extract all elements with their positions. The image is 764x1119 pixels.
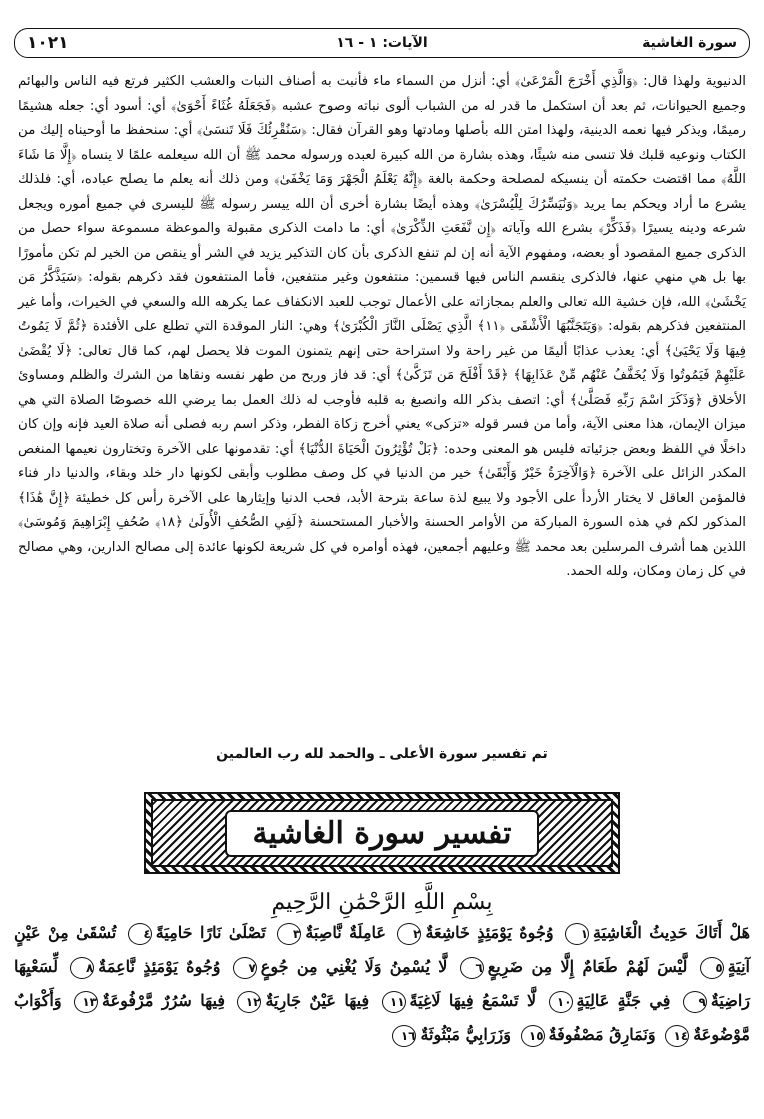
verse-text: وُجُوهٌ يَوْمَئِذٍ خَاشِعَةٌ (425, 923, 554, 942)
verse-number-marker: ٨ (70, 957, 94, 979)
verse-text: تَصْلَىٰ نَارًا حَامِيَةً (155, 923, 266, 942)
verse-number-marker: ٥ (700, 957, 724, 979)
verse-text: تُسْقَىٰ مِنْ عَيْنٍ آنِيَةٍ (14, 923, 750, 976)
verses-range: الآيات: ١ - ١٦ (336, 35, 428, 51)
page-header (14, 28, 750, 58)
verse-text: فِيهَا سُرُرٌ مَّرْفُوعَةٌ (102, 991, 225, 1010)
verse-number-marker: ١٦ (392, 1025, 416, 1047)
page-number: ١٠٢١ (27, 33, 69, 53)
verse-number-marker: ٧ (233, 957, 257, 979)
verse-text: وُجُوهٌ يَوْمَئِذٍ نَّاعِمَةٌ (98, 957, 221, 976)
surah-name: سورة الغاشية (642, 35, 737, 51)
verse-number-marker: ١٣ (74, 991, 98, 1013)
verse-text: فِي جَنَّةٍ عَالِيَةٍ (576, 991, 671, 1010)
banner-ornament (151, 799, 613, 867)
verse-number-marker: ١٠ (549, 991, 573, 1013)
verse-number-marker: ٩ (683, 991, 707, 1013)
quran-verses (14, 916, 750, 1052)
verse-number-marker: ٣ (277, 923, 301, 945)
surah-banner (144, 792, 620, 874)
basmala: بِسْمِ اللَّهِ الرَّحْمَٰنِ الرَّحِيمِ (271, 890, 493, 915)
verse-text: لَّا تَسْمَعُ فِيهَا لَاغِيَةً (409, 991, 537, 1010)
banner-title: تفسير سورة الغاشية (225, 810, 540, 857)
verse-text: وَزَرَابِيُّ مَبْثُوثَةٌ (420, 1025, 511, 1044)
verse-text: هَلْ أَتَاكَ حَدِيثُ الْغَاشِيَةِ (593, 923, 751, 942)
verse-number-marker: ٢ (397, 923, 421, 945)
book-page (14, 28, 750, 1088)
verse-text: عَامِلَةٌ نَّاصِبَةٌ (305, 923, 386, 942)
verse-text: لَّا يُسْمِنُ وَلَا يُغْنِي مِن جُوعٍ (260, 957, 448, 976)
tafsir-paragraph: الدنيوية ولهذا قال: ﴿وَالَّذِي أَخْرَجَ الْمَرْعَىٰ﴾ أي: أنزل من السماء ماء فأنبت به أصناف النبات والعشب الكثير فرتع فيه الناس والبهائم وجميع الحيوانات، ثم بعد أن استكمل ما قدر له من الشباب ألوى نباته وصوح عشبه ﴿فَجَعَلَهُ غُثَاءً أَحْوَىٰ﴾ أي: أسود أي: جعله هشيمًا رميمًا، ويذكر فيها نعمه الدينية، ولهذا امتن الله بأصلها ومادتها وهو القرآن فقال: ﴿سَنُقْرِئُكَ فَلَا تَنسَىٰ﴾ أي: سنحفظ ما أوحيناه إليك من الكتاب ونوعيه قلبك فلا تنسى منه شيئًا، وهذه بشارة من الله كبيرة لعبده ورسوله محمد ﷺ أن الله سيعلمه علمًا لا ينساه ﴿إِلَّا مَا شَاءَ اللَّهُ﴾ مما اقتضت حكمته أن ينسيكه لمصلحة وحكمة بالغة ﴿إِنَّهُ يَعْلَمُ الْجَهْرَ وَمَا يَخْفَىٰ﴾ ومن ذلك أنه يعلم ما يصلح عباده، أي: فلذلك يشرع ما أراد ويحكم بما يريد ﴿وَنُيَسِّرُكَ لِلْيُسْرَىٰ﴾ وهذه أيضًا بشارة أخرى أن الله ييسر رسوله ﷺ لليسرى في جميع أموره ويجعل شرعه ودينه يسيرًا ﴿فَذَكِّرْ﴾ بشرع الله وآياته ﴿إِن نَّفَعَتِ الذِّكْرَىٰ﴾ أي: ما دامت الذكرى مقبولة والموعظة مسموعة سواء حصل من الذكرى جميع المقصود أو بعضه، ومفهوم الآية أنه إن لم تنفع الذكرى بأن كان التذكير يزيد في الشر أو ينقص من الخير لم تكن مأمورًا بها بل هي منهي عنها، فالذكرى ينقسم الناس فيها قسمين: منتفعون وغير منتفعين، فأما المنتفعون فقد ذكرهم بقوله: ﴿سَيَذَّكَّرُ مَن يَخْشَىٰ﴾ الله، فإن خشية الله تعالى والعلم بمجازاته على الأعمال توجب للعبد الانكفاف عما يكرهه الله والسعي في الخيرات، وأما غير المنتفعين فذكرهم بقوله: ﴿وَيَتَجَنَّبُهَا الْأَشْقَى ﴿١١﴾ الَّذِي يَصْلَى النَّارَ الْكُبْرَىٰ﴾ وهي: النار الموقدة التي تطلع على الأفئدة ﴿ثُمَّ لَا يَمُوتُ فِيهَا وَلَا يَحْيَىٰ﴾ أي: يعذب عذابًا أليمًا من غير راحة ولا استراحة حتى إنهم يتمنون الموت فلا يحصل لهم، كما قال تعالى: ﴿لَا يُقْضَىٰ عَلَيْهِمْ فَيَمُوتُوا وَلَا يُخَفَّفُ عَنْهُم مِّنْ عَذَابِهَا﴾ ﴿قَدْ أَفْلَحَ مَن تَزَكَّىٰ﴾ أي: قد فاز وربح من طهر نفسه ونقاها من الشرك والظلم ومساوئ الأخلاق ﴿وَذَكَرَ اسْمَ رَبِّهِ فَصَلَّىٰ﴾ أي: اتصف بذكر الله وانصبغ به قلبه فأوجب له ذلك العمل بما يرضي الله خصوصًا الصلاة التي هي ميزان الإيمان، هذا معنى الآية، وأما من فسر قوله «تزكى» يعني أخرج زكاة الفطر، وذكر اسم ربه فصلى أنه صلاة العيد فإنه وإن كان داخلًا في اللفظ وبعض جزئياته فليس هو المعنى وحده: ﴿بَلْ تُؤْثِرُونَ الْحَيَاةَ الدُّنْيَا﴾ أي: تقدمونها على الآخرة وتختارون نعيمها المنغص المكدر الزائل على الآخرة ﴿وَالْآخِرَةُ خَيْرٌ وَأَبْقَىٰ﴾ خير من الدنيا في كل وصف مطلوب وأبقى لكونها دار خلد وبقاء، والدنيا دار فناء فالمؤمن العاقل لا يختار الأردأ على الأجود ولا يبيع لذة ساعة بترحة الأبد، فحب الدنيا وإيثارها على الآخرة رأس كل خطيئة ﴿إِنَّ هَٰذَا﴾ المذكور لكم في هذه السورة المباركة من الأوامر الحسنة والأخبار المستحسنة ﴿لَفِي الصُّحُفِ الْأُولَىٰ ﴿١٨﴾ صُحُفِ إِبْرَاهِيمَ وَمُوسَىٰ﴾ اللذين هما أشرف المرسلين بعد محمد ﷺ وعليهم أجمعين، فهذه أوامره في كل شريعة لكونها عائدة إلى مصالح الدارين، وهي مصالح في كل زمان ومكان، ولله الحمد. (18, 74, 747, 579)
verse-text: لَّيْسَ لَهُمْ طَعَامٌ إِلَّا مِن ضَرِيعٍ (487, 957, 688, 976)
verse-number-marker: ١٤ (665, 1025, 689, 1047)
verse-number-marker: ١ (565, 923, 589, 945)
verse-number-marker: ١٥ (521, 1025, 545, 1047)
verse-number-marker: ٤ (128, 923, 152, 945)
verse-number-marker: ١١ (382, 991, 406, 1013)
verse-text: فِيهَا عَيْنٌ جَارِيَةٌ (265, 991, 370, 1010)
verse-text: وَنَمَارِقُ مَصْفُوفَةٌ (548, 1025, 656, 1044)
verse-text: لِّسَعْيِهَا رَاضِيَةٌ (14, 957, 750, 1010)
verse-number-marker: ٦ (460, 957, 484, 979)
verse-text: وَأَكْوَابٌ مَّوْضُوعَةٌ (14, 991, 750, 1044)
verse-number-marker: ١٢ (237, 991, 261, 1013)
closing-line: تم تفسير سورة الأعلى ـ والحمد لله رب العالمين (216, 746, 548, 762)
tafsir-body (18, 70, 746, 585)
